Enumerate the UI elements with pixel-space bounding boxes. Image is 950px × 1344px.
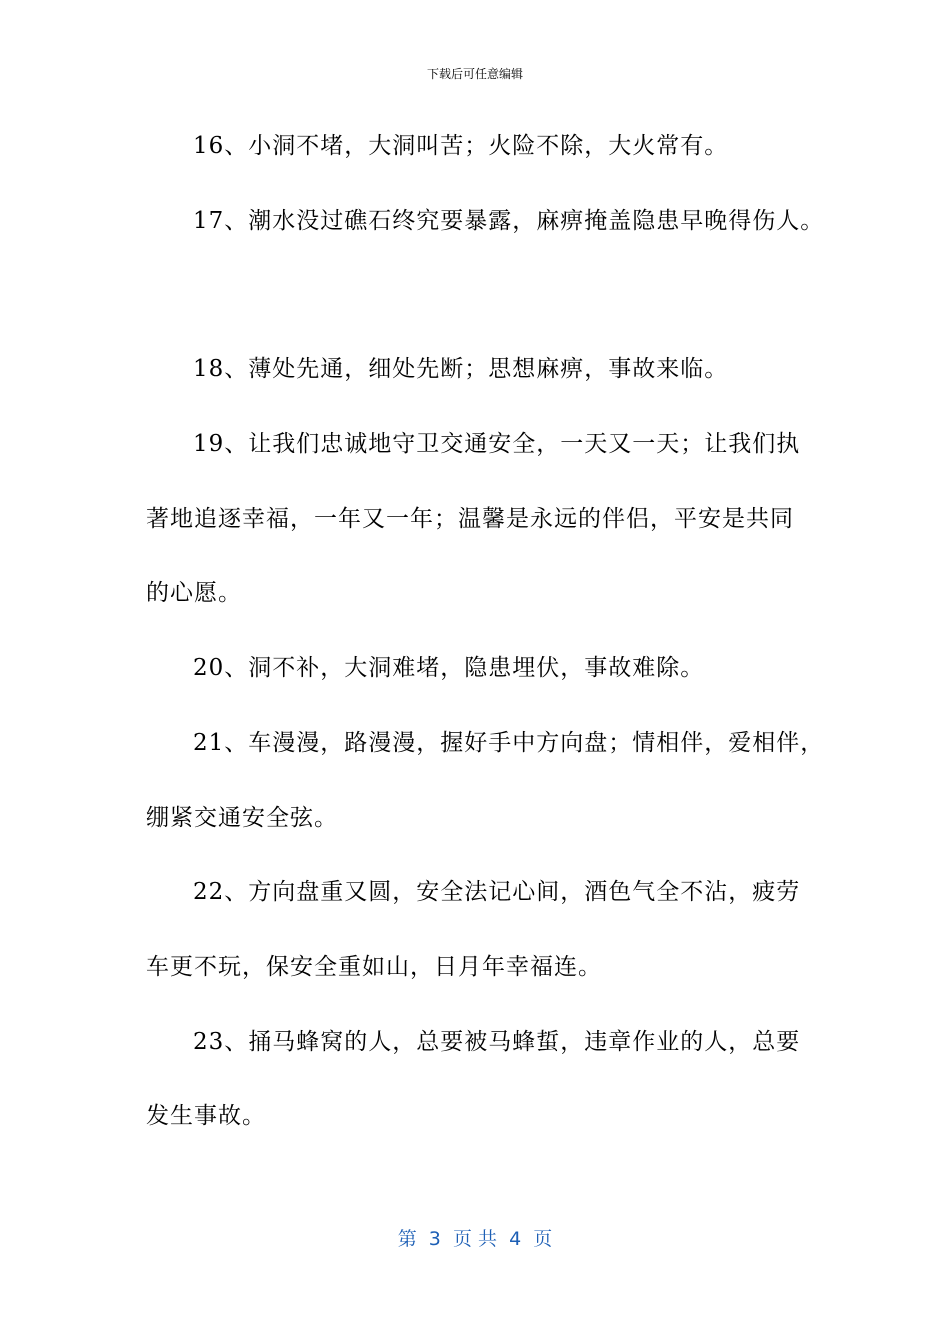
slogan-19-line-3: 的心愿。 (146, 580, 242, 606)
slogan-19-line-1: 19、让我们忠诚地守卫交通安全，一天又一天；让我们执 (193, 431, 801, 457)
slogan-16: 16、小洞不堵，大洞叫苦；火险不除，大火常有。 (193, 133, 729, 159)
slogan-22-line-1: 22、方向盘重又圆，安全法记心间，酒色气全不沾，疲劳 (193, 879, 801, 905)
slogan-17: 17、潮水没过礁石终究要暴露，麻痹掩盖隐患早晚得伤人。 (193, 208, 825, 234)
slogan-23-line-1: 23、捅马蜂窝的人，总要被马蜂蜇，违章作业的人，总要 (193, 1029, 801, 1055)
slogan-21-line-1: 21、车漫漫，路漫漫，握好手中方向盘；情相伴，爱相伴， (193, 730, 825, 756)
page-header: 下载后可任意编辑 (426, 67, 523, 81)
slogan-21-line-2: 绷紧交通安全弦。 (146, 805, 338, 831)
slogan-20: 20、洞不补，大洞难堵，隐患埋伏，事故难除。 (193, 655, 705, 681)
slogan-18: 18、薄处先通，细处先断；思想麻痹，事故来临。 (193, 356, 729, 382)
slogan-22-line-2: 车更不玩，保安全重如山，日月年幸福连。 (146, 954, 602, 980)
slogan-19-line-2: 著地追逐幸福，一年又一年；温馨是永远的伴侣，平安是共同 (146, 506, 794, 532)
slogan-23-line-2: 发生事故。 (146, 1103, 266, 1129)
page-number-footer: 第 3 页 共 4 页 (397, 1228, 553, 1250)
